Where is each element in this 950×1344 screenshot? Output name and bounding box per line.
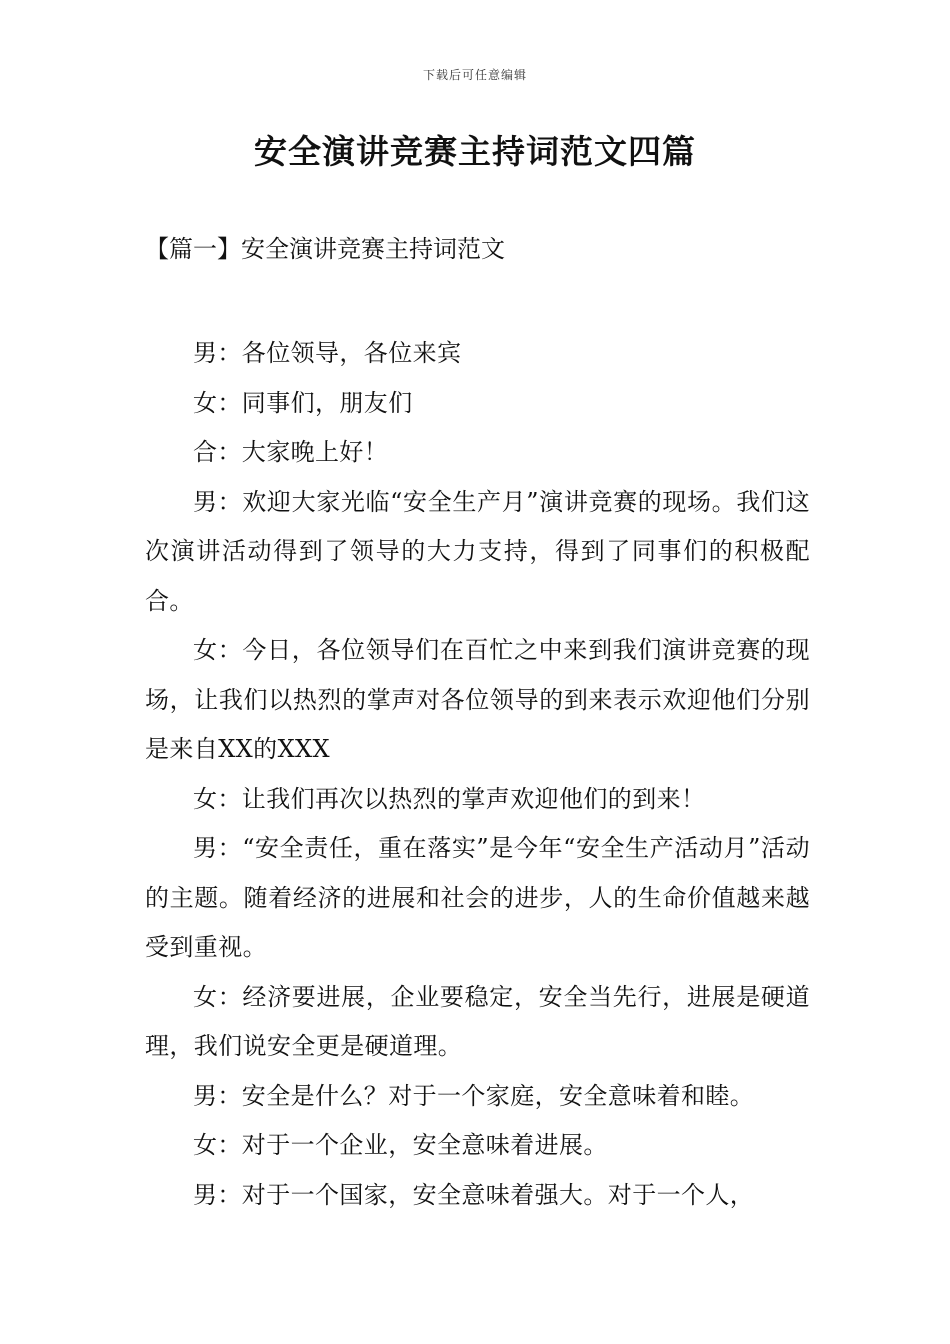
document-body [145,329,810,1220]
paragraph: 男：各位领导，各位来宾 [193,339,462,367]
header-note: 下载后可任意编辑 [422,68,527,82]
paragraph: 男：“安全责任，重在落实”是今年“安全生产活动月”活动的主题。随着经济的进展和社会的进步，人的生命价值越来越受到重视。 [145,834,810,961]
paragraph: 男：欢迎大家光临“安全生产月”演讲竞赛的现场。我们这次演讲活动得到了领导的大力支持，得到了同事们的积极配合。 [145,487,810,615]
section-heading: 【篇一】安全演讲竞赛主持词范文 [145,235,505,263]
paragraph: 合：大家晚上好！ [193,438,389,466]
paragraph: 女：同事们，朋友们 [193,388,413,417]
paragraph: 女：今日，各位领导们在百忙之中来到我们演讲竞赛的现场，让我们以热烈的掌声对各位领导的到来表示欢迎他们分别是来自XX的XXX [145,636,810,763]
paragraph: 男：安全是什么？对于一个家庭，安全意味着和睦。 [193,1081,755,1110]
paragraph: 女：经济要进展，企业要稳定，安全当先行，进展是硬道理，我们说安全更是硬道理。 [145,982,810,1060]
document-title: 安全演讲竞赛主持词范文四篇 [254,132,696,171]
paragraph: 女：对于一个企业，安全意味着进展。 [193,1131,608,1159]
paragraph: 男：对于一个国家，安全意味着强大。对于一个人， [193,1180,755,1209]
paragraph: 女：让我们再次以热烈的掌声欢迎他们的到来！ [193,784,706,813]
